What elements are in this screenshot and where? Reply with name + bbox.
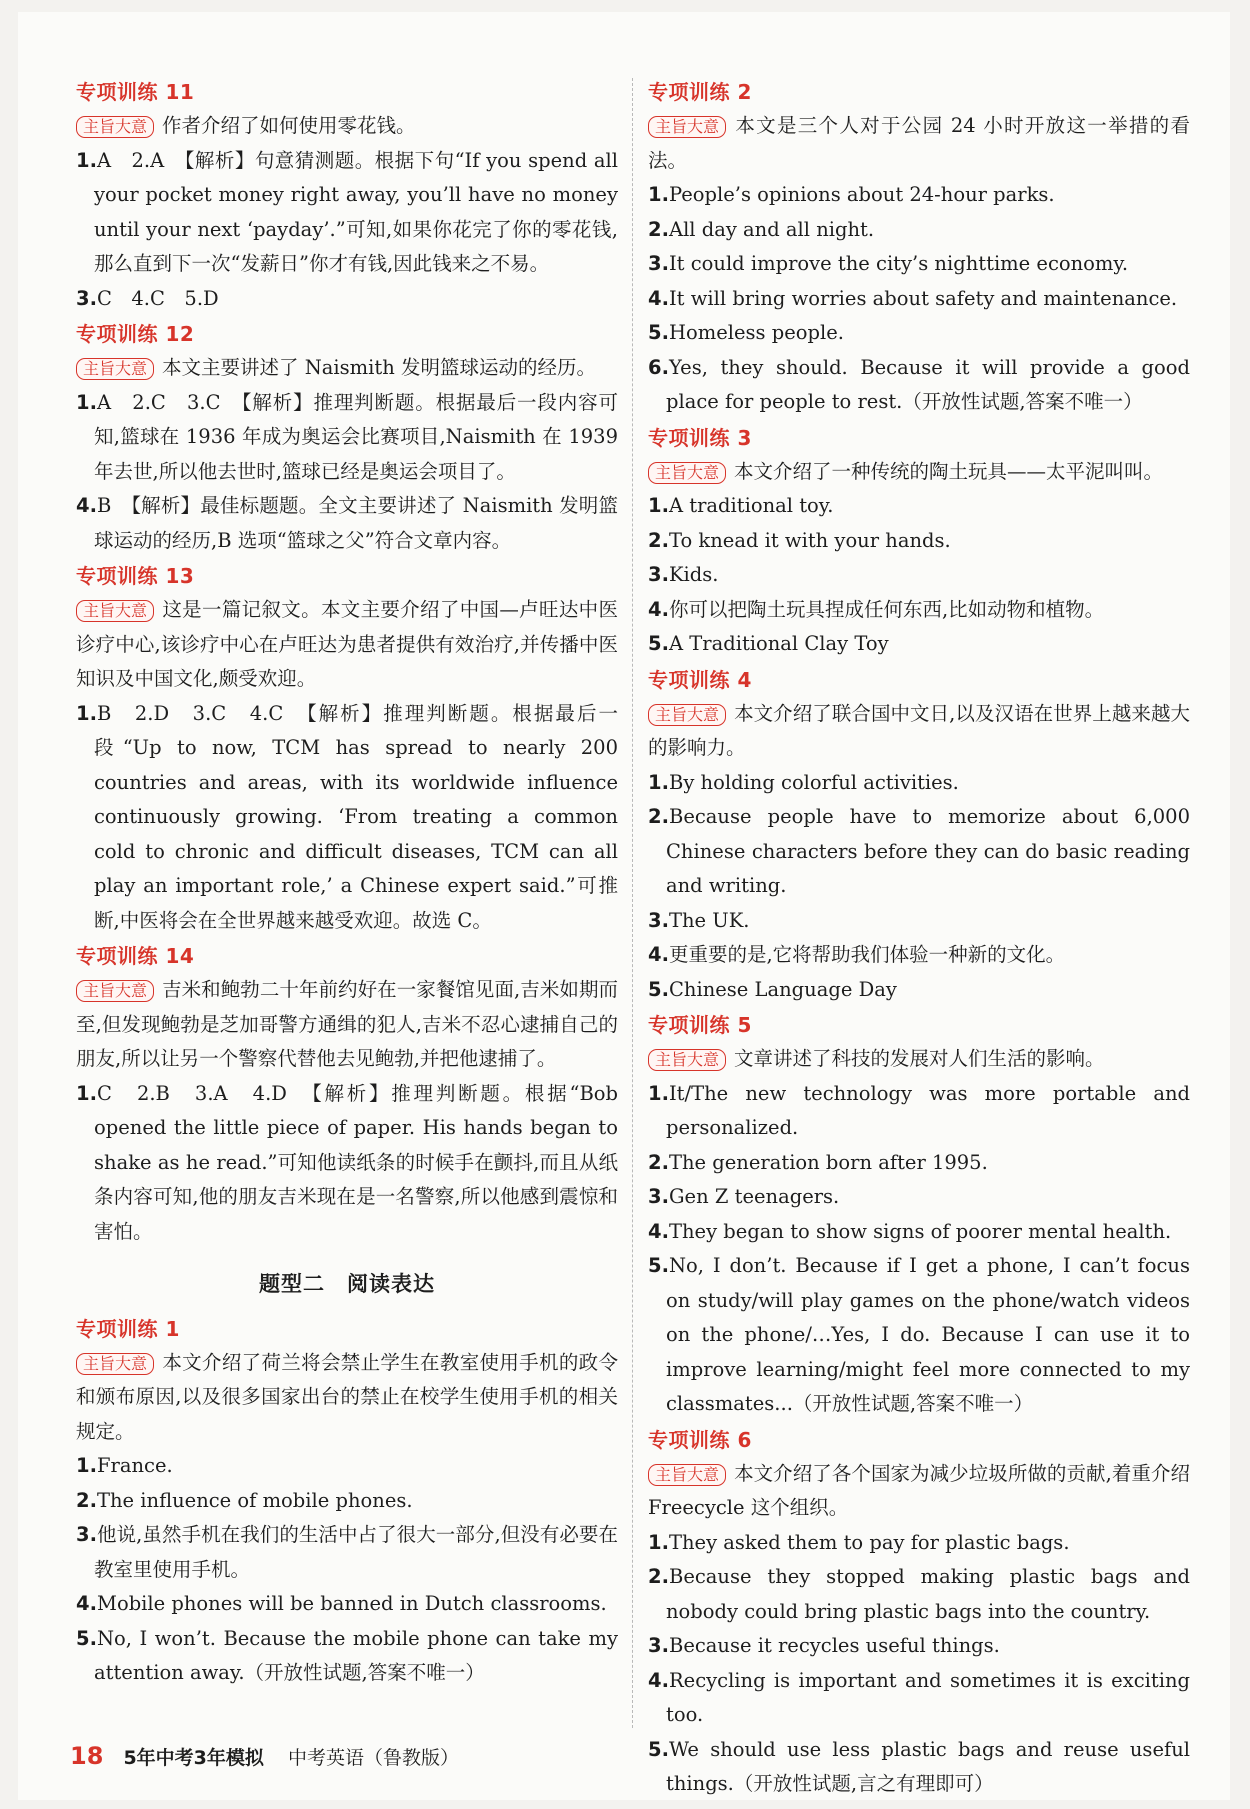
answer-item: 4.Mobile phones will be banned in Dutch classrooms. xyxy=(76,1592,607,1615)
answer-item: 3.Gen Z teenagers. xyxy=(648,1185,840,1208)
left-column xyxy=(76,74,618,1691)
gist-label: 主旨大意 xyxy=(76,116,154,138)
gist-label: 主旨大意 xyxy=(648,116,726,138)
section-title: 专项训练 2 xyxy=(648,80,752,104)
book-edition: 中考英语（鲁教版） xyxy=(287,1747,459,1769)
section-title: 专项训练 11 xyxy=(76,80,195,104)
answer-item: 4.They began to show signs of poorer mental health. xyxy=(648,1219,1172,1243)
answer-item: 5.No, I won’t. Because the mobile phone can take my attention away.（开放性试题,答案不唯一） xyxy=(76,1626,618,1684)
section-title: 专项训练 6 xyxy=(648,1427,752,1452)
answer-item: 5.Homeless people. xyxy=(648,321,844,344)
answer-item: 4.你可以把陶土玩具捏成任何东西,比如动物和植物。 xyxy=(648,597,1105,621)
gist-paragraph: 主旨大意 本文介绍了一种传统的陶土玩具——太平泥叫叫。 xyxy=(648,455,1190,490)
gist-paragraph: 主旨大意 吉米和鲍勃二十年前约好在一家餐馆见面,吉米如期而至,但发现鲍勃是芝加哥警方通缉的犯人,吉米不忍心逮捕自己的朋友,所以让另一个警察代替他去见鲍勃,并把他逮捕了。 xyxy=(76,978,618,1070)
gist-label: 主旨大意 xyxy=(76,358,154,380)
answer-item: 1.By holding colorful activities. xyxy=(648,770,959,794)
answer-page xyxy=(18,12,1230,1800)
gist-paragraph: 主旨大意 本文介绍了各个国家为减少垃圾所做的贡献,着重介绍 Freecycle 这个组织。 xyxy=(648,1461,1190,1519)
section-title: 专项训练 14 xyxy=(76,944,195,968)
answer-item: 6.Yes, they should. Because it will provide a good place for people to rest.（开放性试题,答案不唯一） xyxy=(648,355,1190,413)
answer-item: 4.B 【解析】最佳标题题。全文主要讲述了 Naismith 发明篮球运动的经历,B 选项“篮球之父”符合文章内容。 xyxy=(76,494,618,552)
answer-item: 3.Because it recycles useful things. xyxy=(648,1634,1000,1657)
answer-item: 1.A 2.A 【解析】句意猜测题。根据下句“If you spend all your pocket money right away, you’ll have no money until your next ‘payday’.”可知,如果你花完了你的零花钱,那么直到下一次“发薪日”你才有钱,因此钱来之不易。 xyxy=(76,148,618,275)
answer-item: 1.They asked them to pay for plastic bags. xyxy=(648,1530,1070,1554)
answer-item: 1.A 2.C 3.C 【解析】推理判断题。根据最后一段内容可知,篮球在 1936 年成为奥运会比赛项目,Naismith 在 1939 年去世,所以他去世时,篮球已经是奥运会项目了。 xyxy=(76,390,618,483)
answer-item: 5.No, I don’t. Because if I get a phone, I can’t focus on study/will play games on the phone/watch videos on the phone/…Yes, I do. Because I can use it to improve learning/might feel more connected to my classmates...（开放性试题,答案不唯一） xyxy=(648,1254,1190,1415)
answer-item: 3.Kids. xyxy=(648,563,719,586)
gist-label: 主旨大意 xyxy=(648,1049,726,1071)
section-title: 专项训练 1 xyxy=(76,1316,180,1341)
book-title: 5年中考3年模拟 xyxy=(123,1747,264,1769)
page-number: 18 xyxy=(70,1742,104,1770)
answer-item: 1.B 2.D 3.C 4.C 【解析】推理判断题。根据最后一段“Up to now, TCM has spread to nearly 200 countries and areas, with its worldwide influence continuously growing. ‘From treating a common cold to chronic and difficult diseases, TCM can all play an important role,’ a Chinese expert said.”可推断,中医将会在全世界越来越受欢迎。故选 C。 xyxy=(76,701,618,932)
answer-item: 2.To knead it with your hands. xyxy=(648,528,951,552)
answer-item: 4.It will bring worries about safety and maintenance. xyxy=(648,286,1178,310)
gist-label: 主旨大意 xyxy=(648,704,726,726)
gist-label: 主旨大意 xyxy=(76,600,154,622)
gist-paragraph: 主旨大意 文章讲述了科技的发展对人们生活的影响。 xyxy=(648,1042,1190,1077)
section-title: 专项训练 4 xyxy=(648,667,752,692)
answer-item: 2.Because they stopped making plastic bags and nobody could bring plastic bags into the country. xyxy=(648,1565,1190,1623)
gist-paragraph: 主旨大意 本文介绍了荷兰将会禁止学生在教室使用手机的政令和颁布原因,以及很多国家出台的禁止在校学生使用手机的相关规定。 xyxy=(76,1350,618,1443)
answer-item: 2.The influence of mobile phones. xyxy=(76,1488,413,1512)
gist-paragraph: 主旨大意 作者介绍了如何使用零花钱。 xyxy=(76,109,618,144)
answer-item: 1.It/The new technology was more portable and personalized. xyxy=(648,1081,1190,1139)
answer-item: 1.People’s opinions about 24-hour parks. xyxy=(648,183,1055,206)
answer-item: 4.Recycling is important and sometimes it is exciting too. xyxy=(648,1668,1190,1726)
answer-item: 5.Chinese Language Day xyxy=(648,977,897,1001)
gist-paragraph: 主旨大意 这是一篇记叙文。本文主要介绍了中国—卢旺达中医诊疗中心,该诊疗中心在卢旺达为患者提供有效治疗,并传播中医知识及中国文化,颇受欢迎。 xyxy=(76,598,618,690)
answer-item: 2.The generation born after 1995. xyxy=(648,1150,988,1174)
answer-item: 1.A traditional toy. xyxy=(648,494,834,517)
page-footer xyxy=(70,1742,459,1770)
section-title: 专项训练 13 xyxy=(76,564,195,588)
section-title: 专项训练 12 xyxy=(76,322,195,346)
gist-paragraph: 主旨大意 本文是三个人对于公园 24 小时开放这一举措的看法。 xyxy=(648,114,1190,172)
gist-label: 主旨大意 xyxy=(76,980,154,1002)
answer-item: 5.A Traditional Clay Toy xyxy=(648,632,889,655)
part-heading: 题型二 阅读表达 xyxy=(259,1272,435,1296)
answer-item: 2.All day and all night. xyxy=(648,217,875,241)
answer-item: 3.It could improve the city’s nighttime economy. xyxy=(648,252,1129,275)
answer-item: 5.We should use less plastic bags and reuse useful things.（开放性试题,言之有理即可） xyxy=(648,1737,1190,1795)
section-title: 专项训练 5 xyxy=(648,1013,752,1037)
answer-item: 4.更重要的是,它将帮助我们体验一种新的文化。 xyxy=(648,943,1066,966)
column-divider xyxy=(632,78,633,1728)
right-column xyxy=(648,74,1190,1802)
answer-item: 1.C 2.B 3.A 4.D 【解析】推理判断题。根据“Bob opened the little piece of paper. His hands began to shake as he read.”可知他读纸条的时候手在颤抖,而且从纸条内容可知,他的朋友吉米现在是一名警察,所以他感到震惊和害怕。 xyxy=(76,1081,618,1243)
gist-label: 主旨大意 xyxy=(648,1464,726,1486)
gist-label: 主旨大意 xyxy=(76,1353,154,1375)
section-title: 专项训练 3 xyxy=(648,425,752,450)
answer-item: 3.The UK. xyxy=(648,908,750,932)
answer-item: 2.Because people have to memorize about 6,000 Chinese characters before they can do basic reading and writing. xyxy=(648,805,1190,897)
answer-item: 3.他说,虽然手机在我们的生活中占了很大一部分,但没有必要在教室里使用手机。 xyxy=(76,1523,618,1581)
gist-paragraph: 主旨大意 本文介绍了联合国中文日,以及汉语在世界上越来越大的影响力。 xyxy=(648,701,1190,759)
gist-paragraph: 主旨大意 本文主要讲述了 Naismith 发明篮球运动的经历。 xyxy=(76,351,618,386)
answer-item: 3.C 4.C 5.D xyxy=(76,286,219,310)
answer-item: 1.France. xyxy=(76,1454,173,1477)
gist-label: 主旨大意 xyxy=(648,462,726,484)
